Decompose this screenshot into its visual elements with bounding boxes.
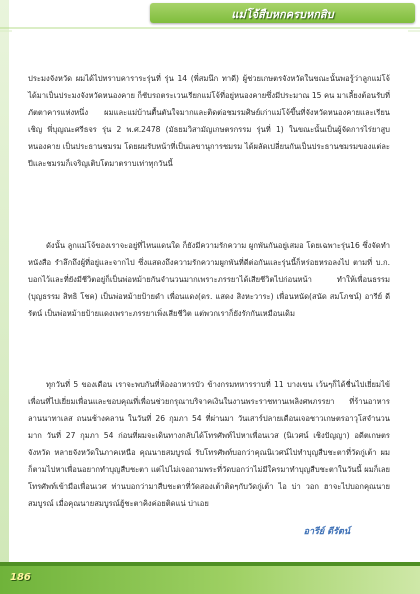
header-banner [150, 3, 415, 23]
author-signature: อารีย์ ดีรัตน์ [303, 527, 350, 537]
article-paragraph-3: ทุกวันที่ 5 ของเดือน เราจะพบกันที่ห้องอาหารบัว ข้างกรมทหารราบที่ 11 บางเขน เว้นๆก็ได้ชื่นไปเยี่ยมไข้เพื่อนที่ไปเยี่ยมเพื่อนและขอบคุณที่เพื่อนช่วยกรุณาบริจาคเงินในงานพระราชทานเพลิงศพภรรยา ที่ร้านอาหารลานนาทาเลส ถนนช้างคลาน ในวันที่ 26 กุมภา 54 ที่ผ่านมา วันเสาร์ปลายเดือนเจอชาวเกษตรอาวุโสจำนวนมาก วันที่ 27 กุมภา 54 ก่อนที่ผมจะเดินทางกลับได้โทรศัพท์ไปหาเพื่อนเวส (นิเวศน์ เชิงปัญญา) อดีตเกษตรจังหวัด หลายจังหวัดในภาคเหนือ คุณนายสมบูรณ์ รับโทรศัพท์บอกว่าคุณนิเวศน์ไปทำบุญสืบชะตาที่วัดกู่เต้า ผมก็ตามไปหาเพื่อนอยากทำบุญสืบชะตา แต่ไปไม่เจอถามพระที่วัดบอกว่าไม่มีใครมาทำบุญสืบชะตาในวันนี้ ผมก็เลยโทรศัพท์เข้ามือเพื่อนเวศ ท่านบอกว่ามาสืบชะตาที่วัดสองเต้าติดๆกับวัดกู่เต้า ไอ บ่า วอก ฮาจะไปบอกคุณนายสมบูรณ์ เมื่อคุณนายสมบูรณ์ฮู้ชะตาคิงค่อยติดแน่ บ่าเอย [28, 380, 391, 508]
left-decorative-strip [0, 0, 9, 594]
footer-bar [0, 566, 420, 594]
article-paragraph-1: ประมงจังหวัด ผมได้ไปทราบคาราระรุ่นที่ รุ่น 14 (พี่สมนึก ทาดี) ผู้ช่วยเกษตรจังหวัดในขณะนั้นพอรู้ว่าลูกแม่โจ้ได้มาเป็นประมงจังหวัดหนองคาย ก็ชับรถตระเวนเรียกแม่โจ้ที่อยู่หนองคายซึ่งมีประมาณ 15 คน มาเลี้ยงต้อนรับที่ภัตตาคารแห่งหนึ่ง ผมและแม่บ้านตื้นตันใจมากและติดต่อชมรมศิษย์เก่าแม่โจ้ขึ้นที่จังหวัดหนองคายและเรียนเชิญ พี่บุญณะศรีธจร รุ่น 2 พ.ศ.2478 (มัธยมวิสามัญเกษตรกรรม รุ่นที่ 1) ในขณะนั้นเป็นผู้จัดการไร่ยาสูบหนองคาย เป็นประธานชมรม โดยผมรับหน้าที่เป็นเลขานุการชมรม ได้ผลัดเปลี่ยนกันเป็นประธานชมรมของแต่ละปีและชมรมก็เจริญเติบโตมาตราบเท่าทุกวันนี้ [28, 74, 390, 168]
article-panel [12, 30, 408, 570]
article-paragraph-2: ดังนั้น ลูกแม่โจ้ของเราจะอยู่ที่ไหนแดนใด ก็ยังมีความรักความ ผูกพันกันอยู่เสมอ โดยเฉพาะรุ่น16 ซึ่งจัดทำหนังสือ รำลึกถึงผู้ที่อยู่และจากไป ซึ่งแสดงถึงความรักความผูกพันที่ดีต่อกันและรุ่นนี้ก็หร่อยหรอลงไป ตามที่ บ.ก. บอกไว้และที่ยังมีชีวิตอยู่ก็เป็นพ่อหม้ายกันจำนวนมากเพราะภรรยาได้เสียชีวิตไปก่อนหน้า ทำให้เพื่อนธรรม (บุญธรรม สิทธิ โชค) เป็นพ่อหม้ายป้ายดำ เพื่อนแดง(ดร. แสดง สิงหะวาระ) เพื่อนหนัด(สนัด สมโภชน์) อารีย์ ดีรัตน์ เป็นพ่อหม้ายป้ายแดงเพราะภรรยาเพิ่งเสียชีวิต แต่พวกเราก็ยังรักกันเหมือนเดิม [28, 241, 390, 318]
page-title: แม่โจ้สืบหกครบหกสิบ [231, 8, 334, 21]
page-number: 186 [10, 572, 31, 583]
